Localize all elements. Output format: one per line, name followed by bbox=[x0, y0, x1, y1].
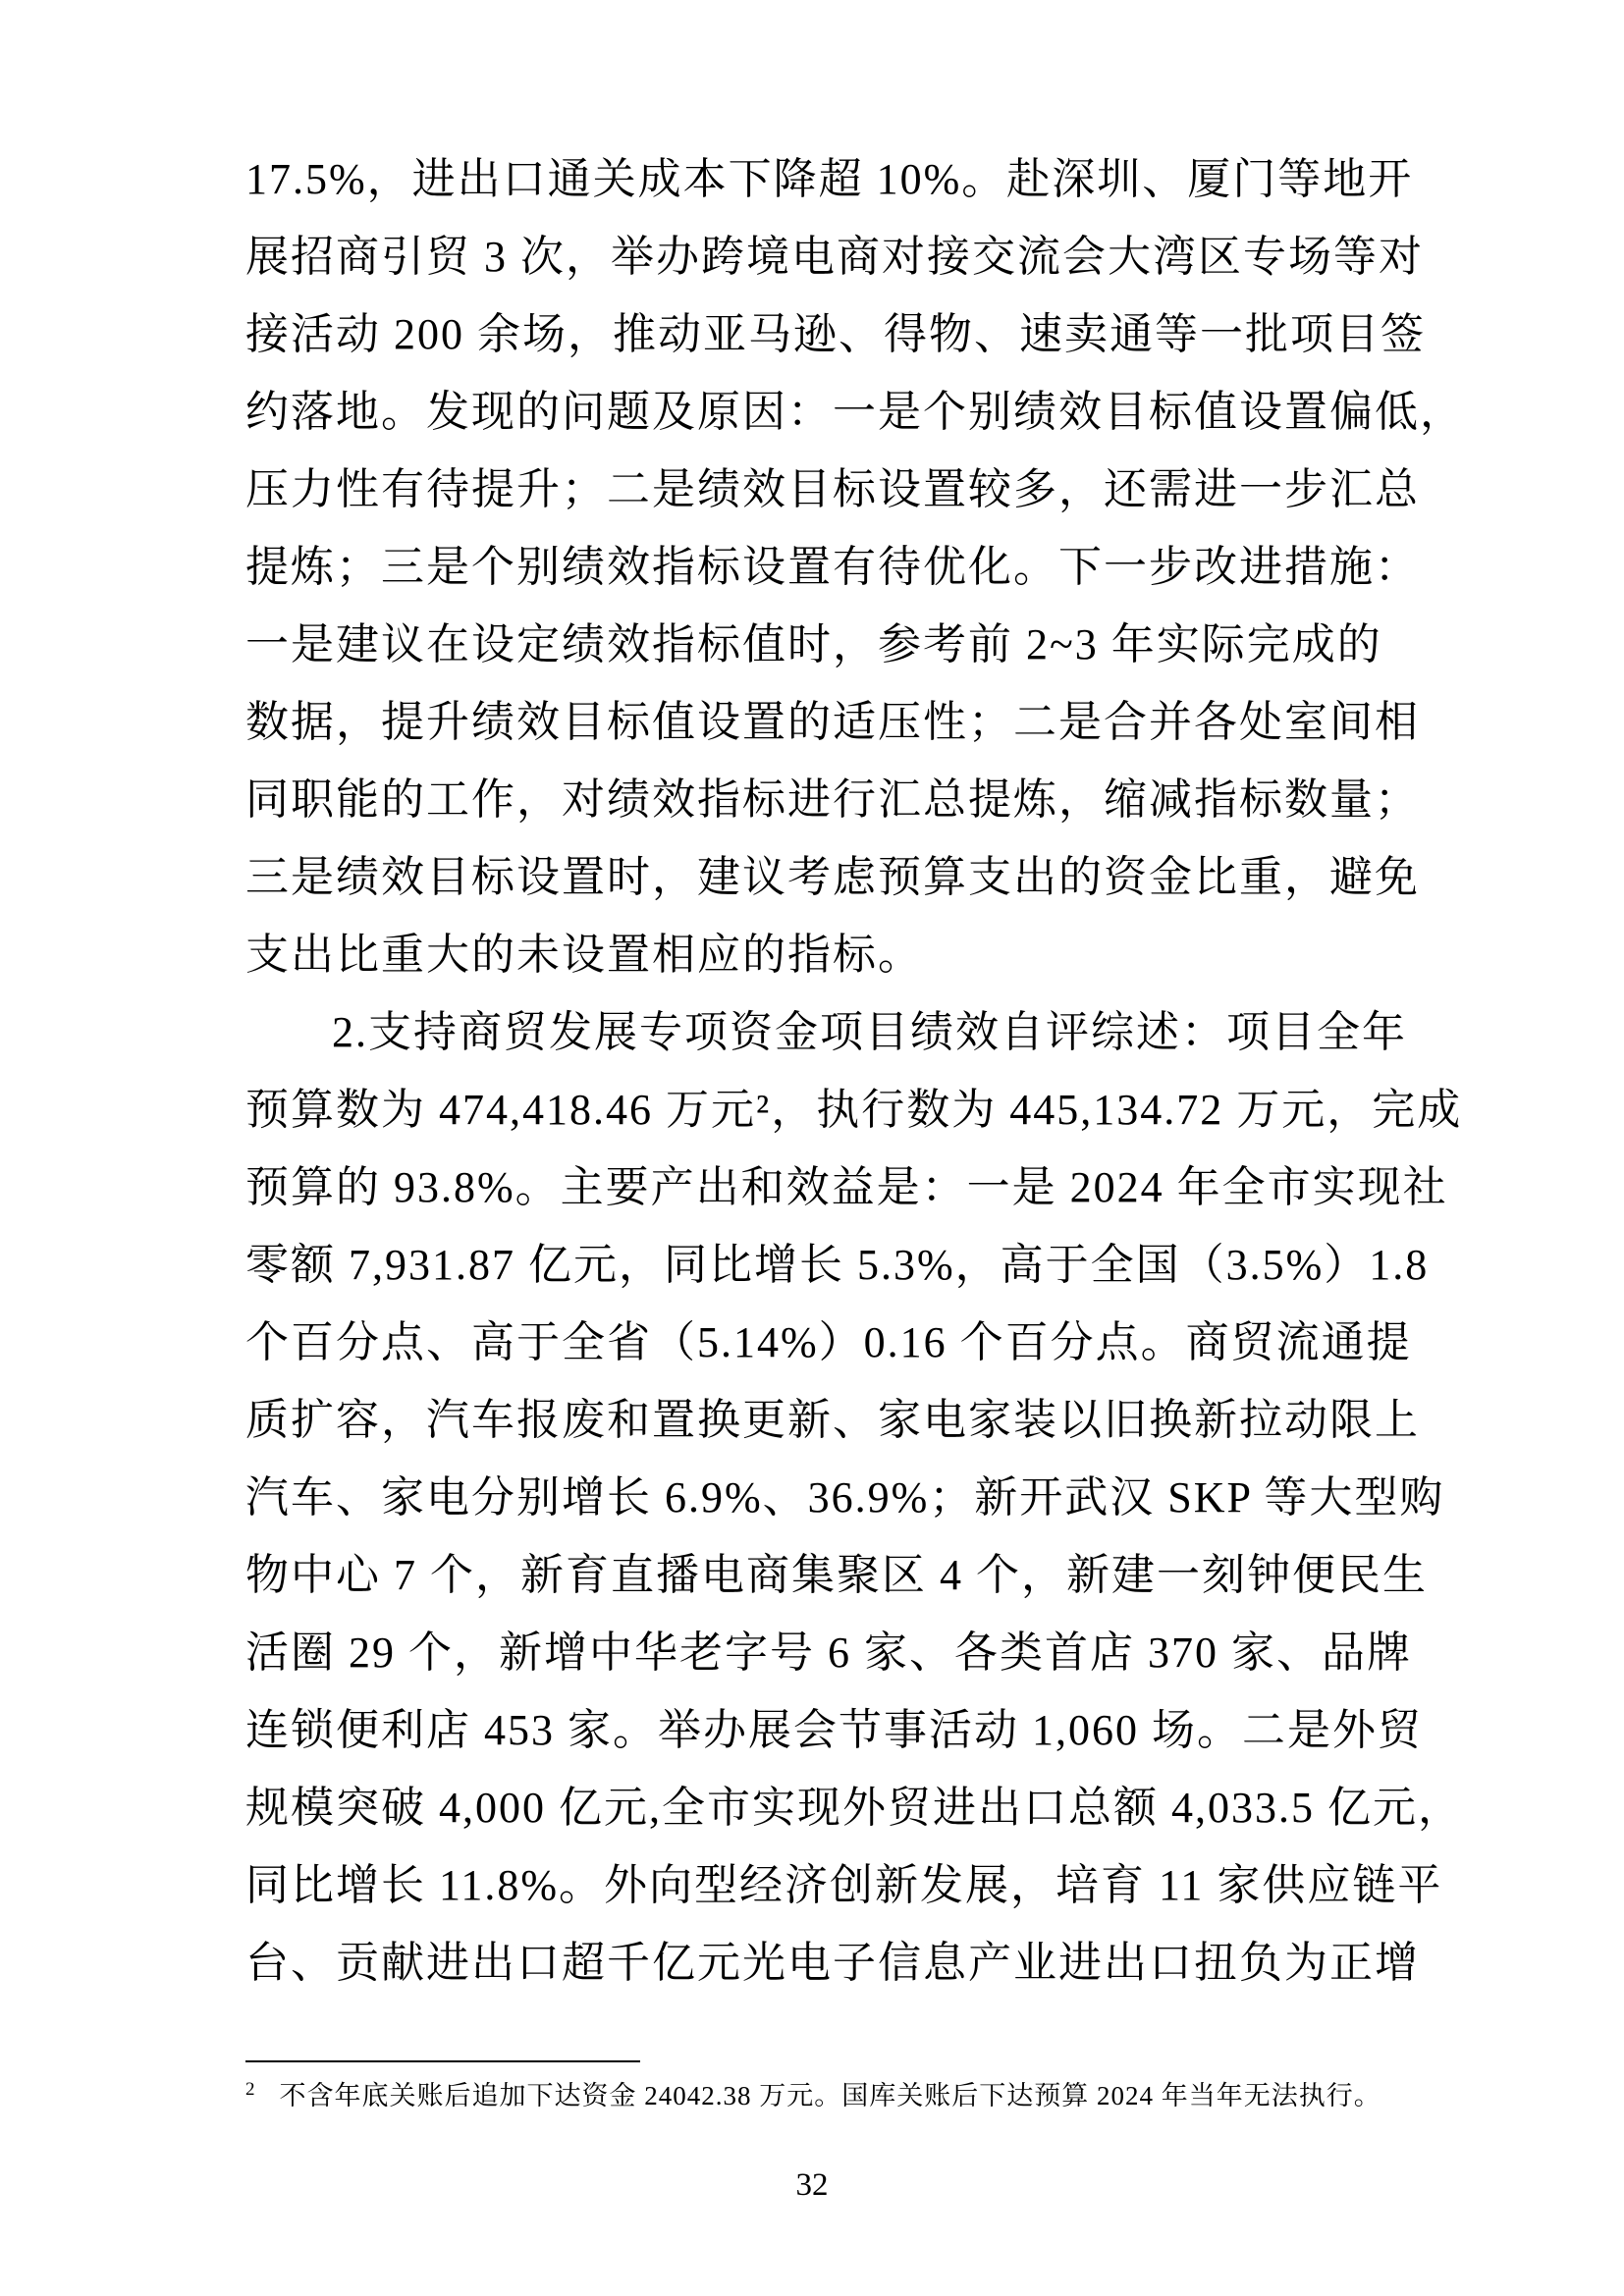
footnote bbox=[245, 2076, 1384, 2115]
body-line: 2.支持商贸发展专项资金项目绩效自评综述：项目全年 bbox=[332, 1008, 1407, 1056]
body-line: 压力性有待提升；二是绩效目标设置较多，还需进一步汇总 bbox=[245, 465, 1420, 513]
body-line: 台、贡献进出口超千亿元光电子信息产业进出口扭负为正增 bbox=[245, 1939, 1420, 1987]
footnote-separator bbox=[245, 2060, 640, 2062]
footnote-text: 不含年底关账后追加下达资金 24042.38 万元。国库关账后下达预算 2024 年当年无法执行。 bbox=[279, 2081, 1381, 2110]
body-line: 约落地。发现的问题及原因：一是个别绩效目标值设置偏低， bbox=[245, 388, 1465, 436]
body-line: 接活动 200 余场，推动亚马逊、得物、速卖通等一批项目签 bbox=[245, 310, 1426, 358]
body-line: 支出比重大的未设置相应的指标。 bbox=[245, 931, 923, 979]
body-line: 17.5%，进出口通关成本下降超 10%。赴深圳、厦门等地开 bbox=[245, 155, 1414, 203]
body-line: 质扩容，汽车报废和置换更新、家电家装以旧换新拉动限上 bbox=[245, 1396, 1420, 1444]
body-line: 预算数为 474,418.46 万元²，执行数为 445,134.72 万元，完成 bbox=[245, 1086, 1463, 1134]
body-line: 提炼；三是个别绩效指标设置有待优化。下一步改进措施： bbox=[245, 543, 1420, 591]
body-line: 零额 7,931.87 亿元，同比增长 5.3%，高于全国（3.5%）1.8 bbox=[245, 1241, 1430, 1289]
body-line: 活圈 29 个，新增中华老字号 6 家、各类首店 370 家、品牌 bbox=[245, 1629, 1412, 1677]
body-line: 一是建议在设定绩效指标值时，参考前 2~3 年实际完成的 bbox=[245, 620, 1382, 668]
body-line: 物中心 7 个，新育直播电商集聚区 4 个，新建一刻钟便民生 bbox=[245, 1551, 1428, 1599]
body-line: 规模突破 4,000 亿元,全市实现外贸进出口总额 4,033.5 亿元， bbox=[245, 1784, 1463, 1832]
footnote-area bbox=[245, 2060, 1384, 2115]
body-line: 同比增长 11.8%。外向型经济创新发展，培育 11 家供应链平 bbox=[245, 1861, 1443, 1909]
body-line: 展招商引贸 3 次，举办跨境电商对接交流会大湾区专场等对 bbox=[245, 233, 1424, 281]
body-line: 个百分点、高于全省（5.14%）0.16 个百分点。商贸流通提 bbox=[245, 1318, 1412, 1366]
body-line: 连锁便利店 453 家。举办展会节事活动 1,060 场。二是外贸 bbox=[245, 1706, 1423, 1754]
body-line: 数据，提升绩效目标值设置的适压性；二是合并各处室间相 bbox=[245, 698, 1420, 746]
page-number: 32 bbox=[795, 2167, 829, 2203]
body-line: 汽车、家电分别增长 6.9%、36.9%；新开武汉 SKP 等大型购 bbox=[245, 1473, 1445, 1522]
body-line: 同职能的工作，对绩效指标进行汇总提炼，缩减指标数量； bbox=[245, 775, 1420, 824]
footnote-marker: 2 bbox=[245, 2079, 256, 2100]
text-block bbox=[245, 140, 1465, 2002]
body-line: 预算的 93.8%。主要产出和效益是：一是 2024 年全市实现社 bbox=[245, 1163, 1448, 1211]
body-line: 三是绩效目标设置时，建议考虑预算支出的资金比重，避免 bbox=[245, 853, 1420, 901]
